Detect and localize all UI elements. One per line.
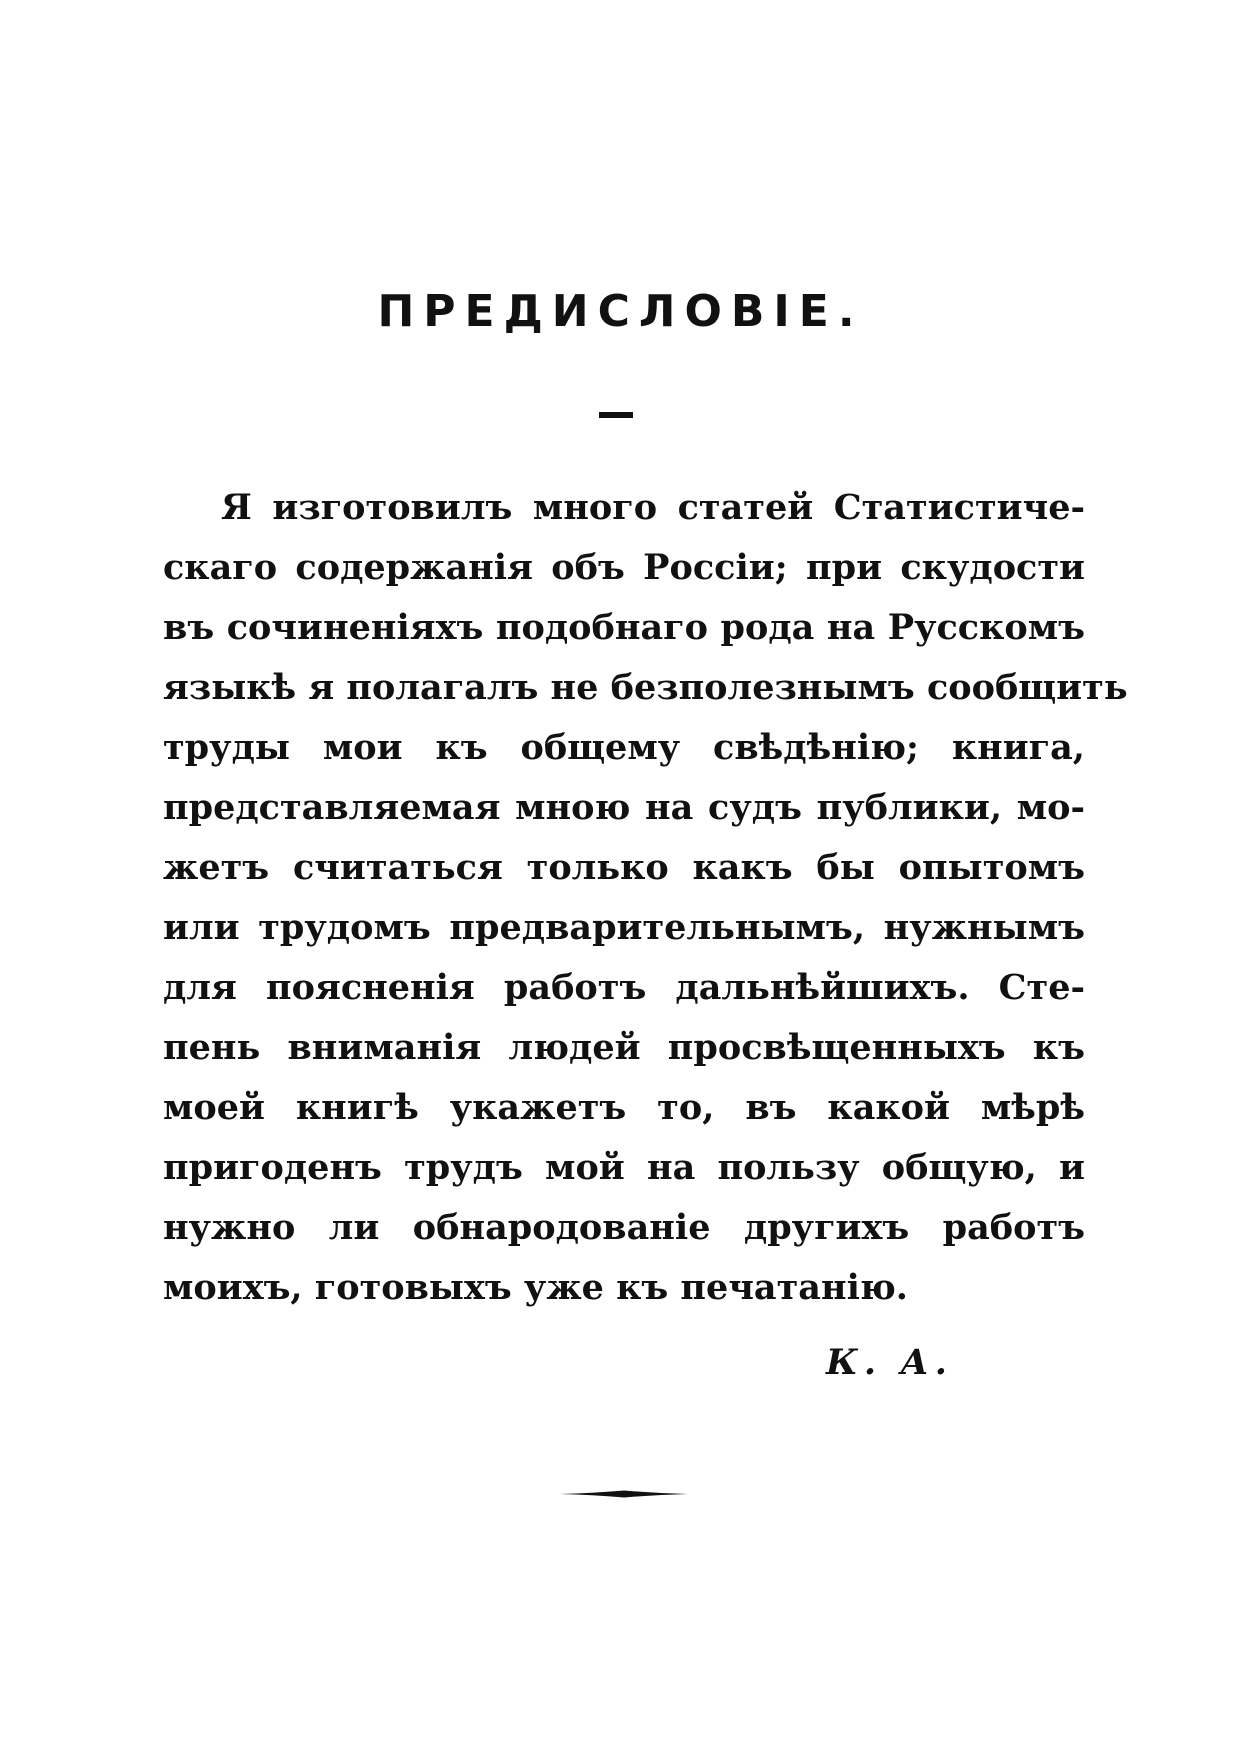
author-signature: К. А.	[826, 1342, 953, 1383]
paragraph-line: въ сочиненіяхъ подобнаго рода на Русскомъ	[163, 607, 1085, 648]
paragraph-line: жетъ считаться только какъ бы опытомъ	[163, 847, 1085, 888]
title-dash-ornament	[599, 412, 633, 418]
paragraph-line: языкѣ я полагалъ не безполезнымъ сообщить	[163, 667, 1128, 708]
paragraph-line: нужно ли обнародованіе другихъ работъ	[163, 1207, 1085, 1248]
paragraph-line: представляемая мною на судъ публики, мо-	[163, 787, 1085, 828]
paragraph-line: скаго содержанія объ Россіи; при скудости	[163, 547, 1085, 588]
preface-paragraph	[163, 478, 1128, 1318]
page-title: ПРЕДИСЛОВІЕ.	[377, 286, 864, 337]
paragraph-line: пень вниманія людей просвѣщенныхъ къ	[163, 1027, 1085, 1068]
paragraph-line: моихъ, готовыхъ уже къ печатанію.	[163, 1267, 908, 1308]
end-rule-ornament	[560, 1489, 688, 1499]
paragraph-line: труды мои къ общему свѣдѣнію; книга,	[163, 727, 1085, 768]
paragraph-line: или трудомъ предварительнымъ, нужнымъ	[163, 907, 1085, 948]
paragraph-line: моей книгѣ укажетъ то, въ какой мѣрѣ	[163, 1087, 1085, 1128]
paragraph-line: пригоденъ трудъ мой на пользу общую, и	[163, 1147, 1085, 1188]
paragraph-line: для поясненія работъ дальнѣйшихъ. Сте-	[163, 967, 1085, 1008]
paragraph-line: Я изготовилъ много статей Статистиче-	[221, 487, 1085, 528]
